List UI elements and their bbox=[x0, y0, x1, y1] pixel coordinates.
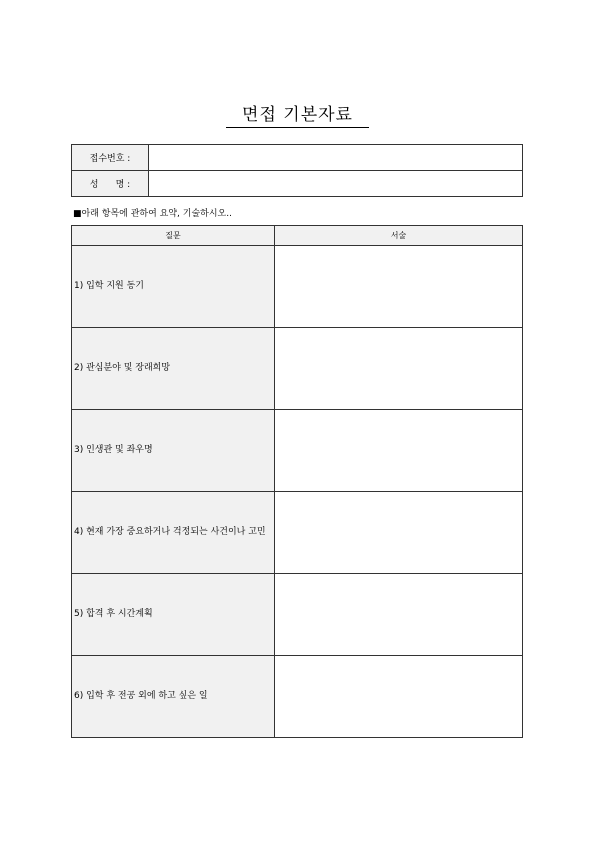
interview-question-table bbox=[71, 225, 523, 738]
answer-cell[interactable] bbox=[275, 574, 523, 656]
applicant-info-table bbox=[71, 144, 523, 197]
table-row bbox=[72, 492, 523, 574]
answer-cell[interactable] bbox=[275, 246, 523, 328]
application-number-field[interactable] bbox=[149, 145, 523, 171]
name-field[interactable] bbox=[149, 171, 523, 197]
application-number-label: 접수번호 : bbox=[72, 145, 149, 171]
question-cell: 4) 현재 가장 중요하거나 걱정되는 사건이나 고민 bbox=[72, 492, 275, 574]
table-row bbox=[72, 328, 523, 410]
table-row bbox=[72, 574, 523, 656]
question-cell: 2) 관심분야 및 장래희망 bbox=[72, 328, 275, 410]
title-wrap bbox=[0, 100, 595, 128]
table-header-row bbox=[72, 226, 523, 246]
table-row bbox=[72, 246, 523, 328]
question-cell: 6) 입학 후 전공 외에 하고 싶은 일 bbox=[72, 656, 275, 738]
table-row bbox=[72, 410, 523, 492]
answer-column-header: 서술 bbox=[275, 226, 523, 246]
question-column-header: 질문 bbox=[72, 226, 275, 246]
instruction-text: ■아래 항목에 관하여 요약, 기술하시오.. bbox=[73, 209, 232, 219]
question-cell: 1) 입학 지원 동기 bbox=[72, 246, 275, 328]
info-row-number bbox=[72, 145, 523, 171]
answer-cell[interactable] bbox=[275, 410, 523, 492]
info-row-name bbox=[72, 171, 523, 197]
question-cell: 5) 합격 후 시간계획 bbox=[72, 574, 275, 656]
answer-cell[interactable] bbox=[275, 328, 523, 410]
table-row bbox=[72, 656, 523, 738]
name-label: 성 명 : bbox=[72, 171, 149, 197]
question-cell: 3) 인생관 및 좌우명 bbox=[72, 410, 275, 492]
answer-cell[interactable] bbox=[275, 656, 523, 738]
answer-cell[interactable] bbox=[275, 492, 523, 574]
page-title: 면접 기본자료 bbox=[226, 100, 369, 128]
